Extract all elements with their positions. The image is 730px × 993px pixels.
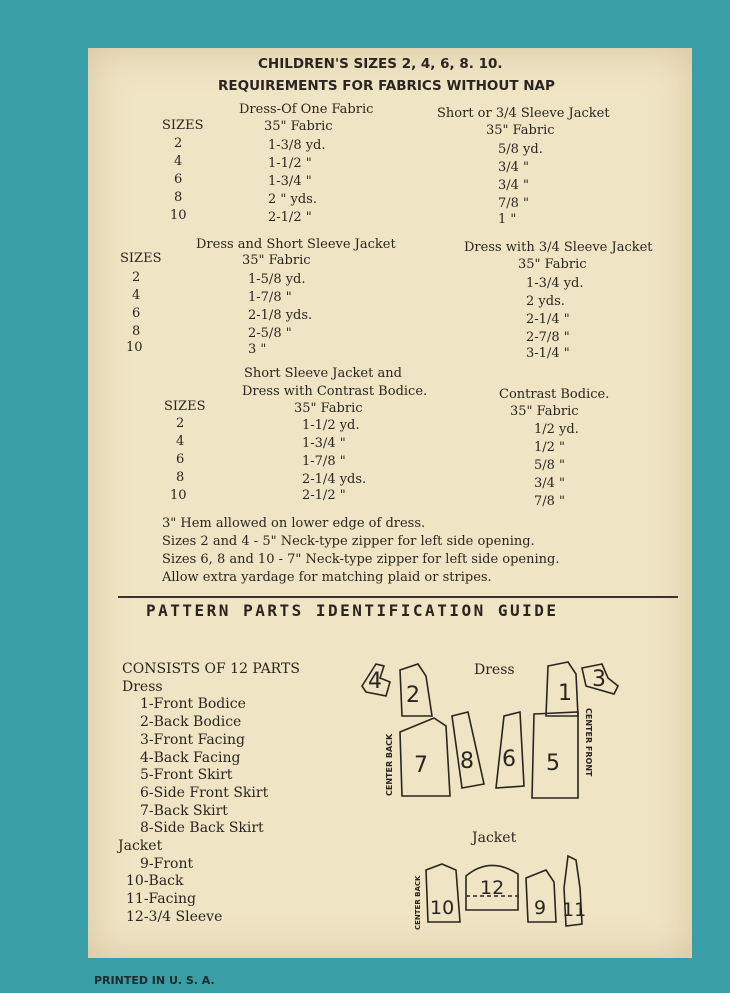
t1-value: 1-1/2 " <box>268 156 312 171</box>
part-item: 9-Front <box>140 855 194 872</box>
t4-value: 2-1/4 " <box>526 312 570 327</box>
t6-fabric: 35" Fabric <box>510 404 579 419</box>
t1-size: 6 <box>174 172 183 187</box>
piece-number: 7 <box>414 753 428 778</box>
t4-value: 3-1/4 " <box>526 346 570 361</box>
t1-value: 1-3/4 " <box>268 174 312 189</box>
t1-value: 2 " yds. <box>268 192 317 207</box>
t3-value: 2-1/8 yds. <box>248 308 313 323</box>
part-item: 7-Back Skirt <box>140 802 228 819</box>
t2-value: 1 " <box>498 212 517 227</box>
piece-number: 12 <box>480 877 505 899</box>
piece-number: 9 <box>534 897 547 919</box>
piece-number: 8 <box>460 749 474 774</box>
t3-value: 3 " <box>248 342 267 357</box>
t3-value: 2-5/8 " <box>248 326 292 341</box>
t1-size: 10 <box>170 208 187 223</box>
part-item: 2-Back Bodice <box>140 714 242 731</box>
t5-value: 2-1/2 " <box>302 488 346 503</box>
center-back-label: CENTER BACK <box>414 875 422 930</box>
t1-size: 8 <box>174 190 183 205</box>
t6-value: 1/2 yd. <box>534 422 579 437</box>
dress-heading: Dress <box>122 678 163 695</box>
printed-in-usa: PRINTED IN U. S. A. <box>94 974 215 987</box>
center-front-label: CENTER FRONT <box>584 708 593 777</box>
t4-value: 1-3/4 yd. <box>526 276 584 291</box>
parts-list <box>118 661 300 927</box>
t1-value: 2-1/2 " <box>268 210 312 225</box>
piece-number: 6 <box>502 747 516 772</box>
t5-value: 1-3/4 " <box>302 436 346 451</box>
t5-value: 1-7/8 " <box>302 454 346 469</box>
part-item: 10-Back <box>126 873 184 890</box>
t3-fabric: 35" Fabric <box>242 253 311 268</box>
t5-size: 10 <box>170 488 187 503</box>
piece-number: 5 <box>546 751 560 776</box>
t6-value: 5/8 " <box>534 458 566 473</box>
t3-value: 1-5/8 yd. <box>248 272 306 287</box>
jacket-pieces-diagram <box>406 848 596 938</box>
t3-value: 1-7/8 " <box>248 290 292 305</box>
section-divider <box>118 596 678 598</box>
t3-size: 8 <box>132 324 141 339</box>
t3-size: 6 <box>132 306 141 321</box>
t4-fabric: 35" Fabric <box>518 257 587 272</box>
t5-value: 2-1/4 yds. <box>302 472 367 487</box>
t4-value: 2 yds. <box>526 294 565 309</box>
t6-title: Contrast Bodice. <box>499 387 610 402</box>
sizes-heading: CHILDREN'S SIZES 2, 4, 6, 8. 10. <box>258 56 503 72</box>
part-item: 1-Front Bodice <box>140 696 246 713</box>
t1-fabric: 35" Fabric <box>264 119 333 134</box>
note-zipper-large: Sizes 6, 8 and 10 - 7" Neck-type zipper for left side opening. <box>162 552 560 567</box>
part-item: 3-Front Facing <box>140 731 245 748</box>
jacket-heading: Jacket <box>118 838 163 855</box>
t1-size: 4 <box>174 154 183 169</box>
piece-number: 11 <box>562 899 587 921</box>
t4-title: Dress with 3/4 Sleeve Jacket <box>464 240 653 255</box>
t1-value: 1-3/8 yd. <box>268 138 326 153</box>
t3-sizes-label: SIZES <box>120 251 162 266</box>
center-back-label: CENTER BACK <box>385 733 394 796</box>
t2-fabric: 35" Fabric <box>486 123 555 138</box>
t2-title: Short or 3/4 Sleeve Jacket <box>437 106 610 121</box>
piece-number: 4 <box>368 669 382 694</box>
t6-value: 7/8 " <box>534 494 566 509</box>
t1-title: Dress-Of One Fabric <box>239 102 374 117</box>
t5-size: 4 <box>176 434 185 449</box>
t3-size: 10 <box>126 340 143 355</box>
t5-title-line2: Dress with Contrast Bodice. <box>242 384 428 399</box>
part-item: 12-3/4 Sleeve <box>126 908 223 925</box>
t5-size: 2 <box>176 416 185 431</box>
t1-size: 2 <box>174 136 183 151</box>
t1-sizes-label: SIZES <box>162 118 204 133</box>
t2-value: 3/4 " <box>498 160 530 175</box>
part-item: 4-Back Facing <box>140 749 241 766</box>
note-hem: 3" Hem allowed on lower edge of dress. <box>162 516 426 531</box>
piece-number: 3 <box>592 667 606 692</box>
t5-size: 6 <box>176 452 185 467</box>
consists-label: CONSISTS OF 12 PARTS <box>122 661 300 677</box>
requirements-heading: REQUIREMENTS FOR FABRICS WITHOUT NAP <box>218 78 555 94</box>
piece-number: 10 <box>430 897 455 919</box>
t5-size: 8 <box>176 470 185 485</box>
t3-size: 2 <box>132 270 141 285</box>
t3-size: 4 <box>132 288 141 303</box>
diagram-dress-label: Dress <box>474 662 515 678</box>
t5-value: 1-1/2 yd. <box>302 418 360 433</box>
dress-pieces-diagram <box>356 656 626 801</box>
t5-sizes-label: SIZES <box>164 399 206 414</box>
part-item: 8-Side Back Skirt <box>140 820 264 837</box>
pattern-envelope-sheet <box>88 48 692 958</box>
t6-value: 1/2 " <box>534 440 566 455</box>
t5-fabric: 35" Fabric <box>294 401 363 416</box>
part-item: 5-Front Skirt <box>140 767 233 784</box>
note-plaid: Allow extra yardage for matching plaid or stripes. <box>162 570 492 585</box>
t2-value: 3/4 " <box>498 178 530 193</box>
t2-value: 5/8 yd. <box>498 142 543 157</box>
piece-number: 1 <box>558 681 572 706</box>
part-item: 11-Facing <box>126 891 196 908</box>
t6-value: 3/4 " <box>534 476 566 491</box>
note-zipper-small: Sizes 2 and 4 - 5" Neck-type zipper for left side opening. <box>162 534 535 549</box>
t2-value: 7/8 " <box>498 196 530 211</box>
part-item: 6-Side Front Skirt <box>140 784 269 801</box>
guide-title: PATTERN PARTS IDENTIFICATION GUIDE <box>146 601 559 620</box>
piece-number: 2 <box>406 683 420 708</box>
t4-value: 2-7/8 " <box>526 330 570 345</box>
diagram-jacket-label: Jacket <box>472 830 517 846</box>
t3-title: Dress and Short Sleeve Jacket <box>196 237 396 252</box>
t5-title-line1: Short Sleeve Jacket and <box>244 366 402 381</box>
